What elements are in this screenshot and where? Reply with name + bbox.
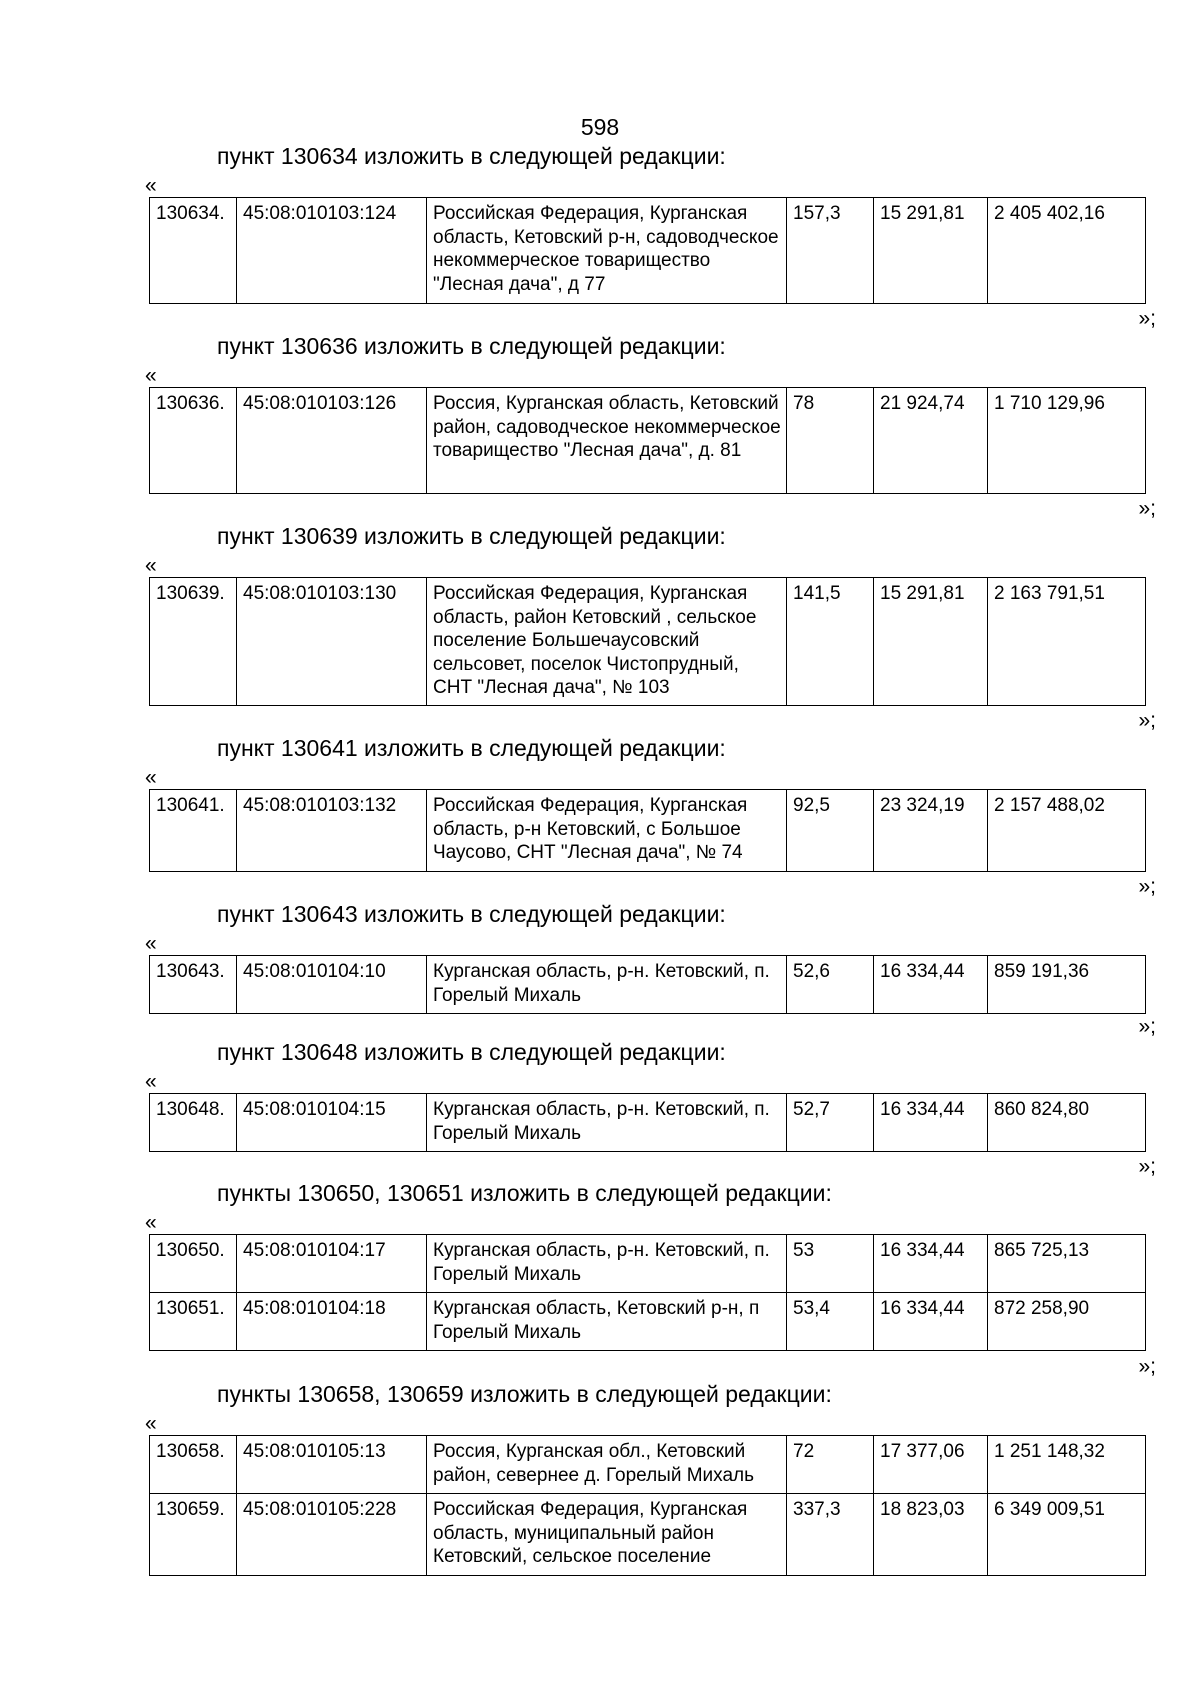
cadastral-number: 45:08:010103:132 <box>237 790 427 872</box>
table-row <box>150 1094 1146 1152</box>
open-quote: « <box>145 766 157 789</box>
row-number: 130648. <box>150 1094 237 1152</box>
close-quote: »; <box>1138 307 1156 330</box>
entry-table <box>149 387 1146 494</box>
address: Курганская область, р-н. Кетовский, п. Горелый Михаль <box>427 956 787 1014</box>
row-number: 130636. <box>150 388 237 494</box>
cadastral-value: 865 725,13 <box>988 1235 1146 1293</box>
section-heading: пункт 130634 изложить в следующей редакции: <box>217 143 726 169</box>
rate: 23 324,19 <box>874 790 988 872</box>
cadastral-number: 45:08:010104:10 <box>237 956 427 1014</box>
area: 157,3 <box>787 198 874 304</box>
entry-table <box>149 1093 1146 1152</box>
rate: 21 924,74 <box>874 388 988 494</box>
close-quote: »; <box>1138 709 1156 732</box>
entry-table <box>149 577 1146 706</box>
cadastral-value: 2 163 791,51 <box>988 578 1146 706</box>
section-heading: пункт 130641 изложить в следующей редакции: <box>217 735 726 761</box>
cadastral-value: 860 824,80 <box>988 1094 1146 1152</box>
table-row <box>150 388 1146 494</box>
rate: 16 334,44 <box>874 1094 988 1152</box>
table-row <box>150 578 1146 706</box>
area: 52,6 <box>787 956 874 1014</box>
address: Российская Федерация, Курганская область, р-н Кетовский, с Большое Чаусово, СНТ "Лесная дача", № 74 <box>427 790 787 872</box>
area: 92,5 <box>787 790 874 872</box>
open-quote: « <box>145 1412 157 1435</box>
rate: 16 334,44 <box>874 956 988 1014</box>
close-quote: »; <box>1138 875 1156 898</box>
address: Российская Федерация, Курганская область, муниципальный район Кетовский, сельское поселение <box>427 1494 787 1576</box>
area: 72 <box>787 1436 874 1494</box>
table-row <box>150 1293 1146 1351</box>
area: 52,7 <box>787 1094 874 1152</box>
cadastral-value: 1 710 129,96 <box>988 388 1146 494</box>
cadastral-value: 6 349 009,51 <box>988 1494 1146 1576</box>
rate: 15 291,81 <box>874 198 988 304</box>
address: Российская Федерация, Курганская область, Кетовский р-н, садоводческое некоммерческое товарищество "Лесная дача", д 77 <box>427 198 787 304</box>
open-quote: « <box>145 554 157 577</box>
cadastral-value: 859 191,36 <box>988 956 1146 1014</box>
close-quote: »; <box>1138 1355 1156 1378</box>
entry-table <box>149 197 1146 304</box>
cadastral-number: 45:08:010105:228 <box>237 1494 427 1576</box>
row-number: 130658. <box>150 1436 237 1494</box>
cadastral-number: 45:08:010104:18 <box>237 1293 427 1351</box>
table-row <box>150 198 1146 304</box>
address: Курганская область, Кетовский р-н, п Горелый Михаль <box>427 1293 787 1351</box>
cadastral-value: 2 157 488,02 <box>988 790 1146 872</box>
address: Курганская область, р-н. Кетовский, п. Горелый Михаль <box>427 1235 787 1293</box>
table-row <box>150 1494 1146 1576</box>
table-row <box>150 1235 1146 1293</box>
cadastral-value: 1 251 148,32 <box>988 1436 1146 1494</box>
row-number: 130659. <box>150 1494 237 1576</box>
row-number: 130643. <box>150 956 237 1014</box>
area: 337,3 <box>787 1494 874 1576</box>
address: Россия, Курганская область, Кетовский район, садоводческое некоммерческое товарищество "Лесная дача", д. 81 <box>427 388 787 494</box>
row-number: 130650. <box>150 1235 237 1293</box>
close-quote: »; <box>1138 1155 1156 1178</box>
open-quote: « <box>145 932 157 955</box>
rate: 16 334,44 <box>874 1235 988 1293</box>
area: 78 <box>787 388 874 494</box>
address: Российская Федерация, Курганская область, район Кетовский , сельское поселение Большечаусовский сельсовет, поселок Чистопрудный, СНТ "Лесная дача", № 103 <box>427 578 787 706</box>
row-number: 130634. <box>150 198 237 304</box>
cadastral-number: 45:08:010104:17 <box>237 1235 427 1293</box>
entry-table <box>149 789 1146 872</box>
page-number: 598 <box>580 114 620 140</box>
open-quote: « <box>145 174 157 197</box>
row-number: 130639. <box>150 578 237 706</box>
rate: 18 823,03 <box>874 1494 988 1576</box>
table-row <box>150 956 1146 1014</box>
cadastral-value: 2 405 402,16 <box>988 198 1146 304</box>
section-heading: пункт 130643 изложить в следующей редакции: <box>217 901 726 927</box>
section-heading: пункт 130639 изложить в следующей редакции: <box>217 523 726 549</box>
section-heading: пункт 130636 изложить в следующей редакции: <box>217 333 726 359</box>
cadastral-number: 45:08:010105:13 <box>237 1436 427 1494</box>
cadastral-value: 872 258,90 <box>988 1293 1146 1351</box>
entry-table <box>149 1234 1146 1351</box>
area: 141,5 <box>787 578 874 706</box>
table-row <box>150 790 1146 872</box>
open-quote: « <box>145 364 157 387</box>
close-quote: »; <box>1138 1015 1156 1038</box>
open-quote: « <box>145 1211 157 1234</box>
cadastral-number: 45:08:010104:15 <box>237 1094 427 1152</box>
row-number: 130651. <box>150 1293 237 1351</box>
cadastral-number: 45:08:010103:126 <box>237 388 427 494</box>
row-number: 130641. <box>150 790 237 872</box>
section-heading: пункты 130650, 130651 изложить в следующей редакции: <box>217 1180 832 1206</box>
rate: 15 291,81 <box>874 578 988 706</box>
address: Курганская область, р-н. Кетовский, п. Горелый Михаль <box>427 1094 787 1152</box>
rate: 17 377,06 <box>874 1436 988 1494</box>
cadastral-number: 45:08:010103:124 <box>237 198 427 304</box>
close-quote: »; <box>1138 497 1156 520</box>
area: 53 <box>787 1235 874 1293</box>
rate: 16 334,44 <box>874 1293 988 1351</box>
entry-table <box>149 955 1146 1014</box>
section-heading: пункты 130658, 130659 изложить в следующей редакции: <box>217 1381 832 1407</box>
open-quote: « <box>145 1070 157 1093</box>
table-row <box>150 1436 1146 1494</box>
address: Россия, Курганская обл., Кетовский район, севернее д. Горелый Михаль <box>427 1436 787 1494</box>
cadastral-number: 45:08:010103:130 <box>237 578 427 706</box>
area: 53,4 <box>787 1293 874 1351</box>
entry-table <box>149 1435 1146 1576</box>
section-heading: пункт 130648 изложить в следующей редакции: <box>217 1039 726 1065</box>
